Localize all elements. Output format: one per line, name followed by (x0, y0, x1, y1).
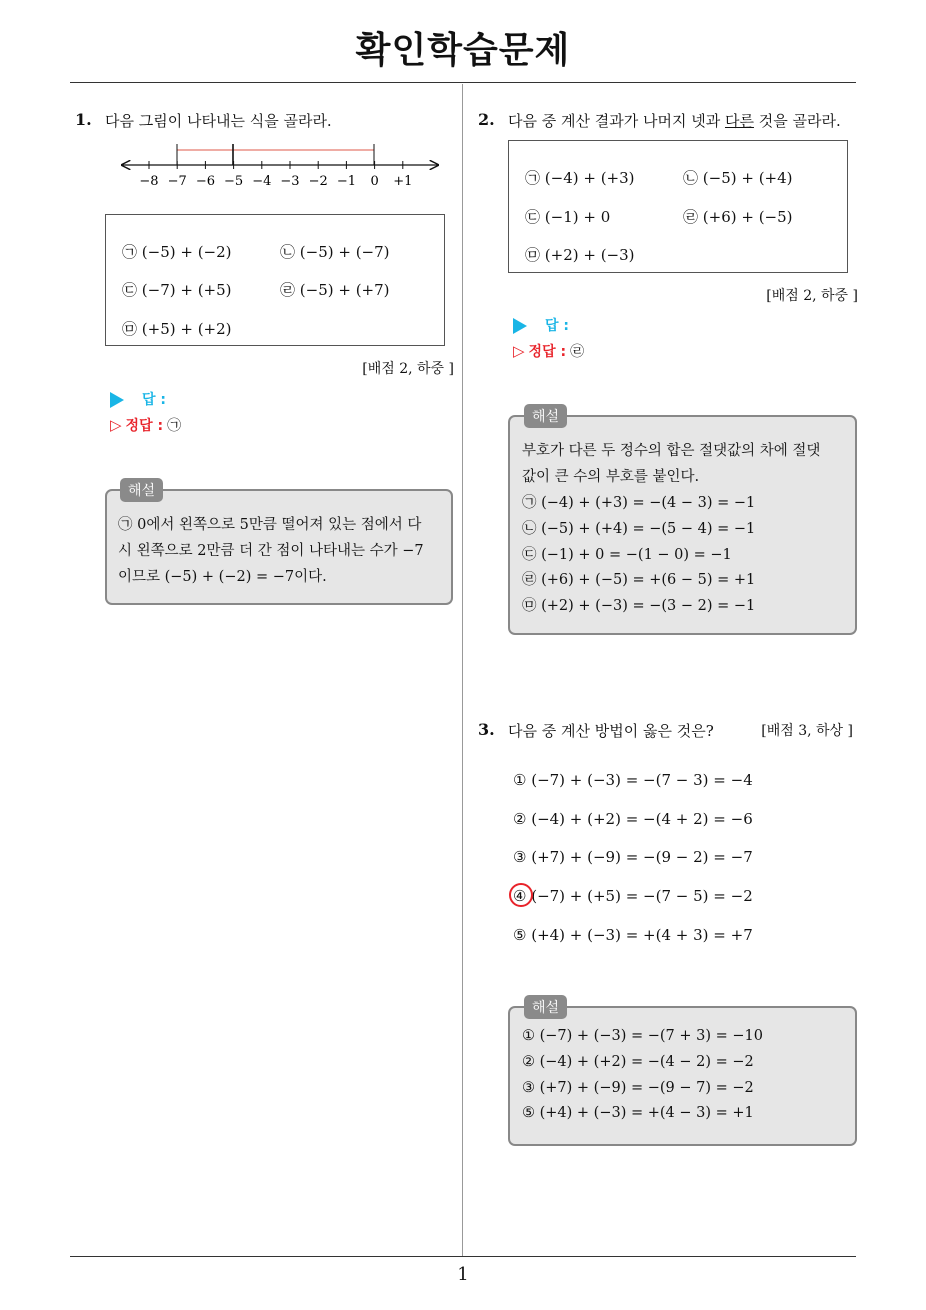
q2-option-b[interactable]: ㉡ (−5) + (+4) (683, 169, 793, 187)
q3-choice-3[interactable]: ③ (+7) + (−9) = −(9 − 2) = −7 (513, 848, 753, 866)
q3-solution-line: ⑤ (+4) + (−3) = +(4 − 3) = +1 (522, 1105, 754, 1121)
number-line-tick-label: −1 (336, 174, 356, 189)
q1-solution-line: ㉠ 0에서 왼쪽으로 5만큼 떨어져 있는 점에서 다 (118, 517, 422, 533)
q3-choice-4[interactable]: ④ (−7) + (+5) = −(7 − 5) = −2 (513, 887, 753, 905)
q1-option-a[interactable]: ㉠ (−5) + (−2) (122, 243, 232, 261)
q2-number: 2. (478, 110, 495, 129)
top-rule (70, 82, 856, 83)
q1-option-b[interactable]: ㉡ (−5) + (−7) (280, 243, 390, 261)
q2-options-box (508, 140, 848, 273)
q3-solution-line: ③ (+7) + (−9) = −(9 − 7) = −2 (522, 1080, 754, 1096)
answer-circle-mark (509, 883, 533, 907)
q2-solution-line: ㉣ (+6) + (−5) = +(6 − 5) = +1 (522, 572, 756, 588)
q3-text: 다음 중 계산 방법이 옳은 것은? (508, 722, 714, 740)
q1-option-d[interactable]: ㉣ (−5) + (+7) (280, 281, 390, 299)
number-line-tick-label: −3 (280, 174, 300, 189)
q2-solution-line: 부호가 다른 두 정수의 합은 절댓값의 차에 절댓 (522, 443, 821, 459)
page-number: 1 (457, 1264, 469, 1285)
q3-solution-line: ② (−4) + (+2) = −(4 − 2) = −2 (522, 1054, 754, 1070)
q1-correct-answer: ▷ 정답 : ㉠ (110, 416, 182, 434)
column-divider (462, 84, 463, 1256)
q2-correct-answer: ▷ 정답 : ㉣ (513, 342, 585, 360)
number-line-tick-label: −2 (308, 174, 328, 189)
number-line-tick-label: −7 (167, 174, 187, 189)
q3-choice-2[interactable]: ② (−4) + (+2) = −(4 + 2) = −6 (513, 810, 753, 828)
q1-score: [배점 2, 하중 ] (362, 361, 454, 377)
number-line-tick-label: −8 (139, 174, 159, 189)
q2-solution-line: 값이 큰 수의 부호를 붙인다. (522, 469, 700, 485)
q2-option-c[interactable]: ㉢ (−1) + 0 (525, 208, 611, 226)
triangle-outline-icon: ▷ (513, 342, 525, 360)
q1-answer-label[interactable]: 답 : (110, 389, 166, 409)
q2-text: 다음 중 계산 결과가 나머지 넷과 다른 것을 골라라. (508, 112, 841, 130)
q2-solution-box (508, 415, 857, 635)
q2-solution-line: ㉡ (−5) + (+4) = −(5 − 4) = −1 (522, 521, 756, 537)
number-line-tick-label: 0 (370, 174, 379, 189)
q2-option-d[interactable]: ㉣ (+6) + (−5) (683, 208, 793, 226)
q3-choice-5[interactable]: ⑤ (+4) + (−3) = +(4 + 3) = +7 (513, 926, 753, 944)
number-line-tick-label: −5 (224, 174, 244, 189)
number-line-tick-label: +1 (393, 174, 413, 189)
page-title: 확인학습문제 (355, 30, 571, 71)
q2-score: [배점 2, 하중 ] (766, 288, 858, 304)
q1-solution-line: 시 왼쪽으로 2만큼 더 간 점이 나타내는 수가 −7 (118, 543, 424, 559)
q3-solution-line: ① (−7) + (−3) = −(7 + 3) = −10 (522, 1028, 763, 1044)
q1-solution-box (105, 489, 453, 605)
q2-option-e[interactable]: ㉤ (+2) + (−3) (525, 246, 635, 264)
q1-number-line (118, 140, 448, 192)
q3-number: 3. (478, 720, 495, 739)
q2-answer-label[interactable]: 답 : (513, 315, 569, 335)
q1-options-box (105, 214, 445, 346)
q2-solution-tag: 해설 (524, 404, 567, 428)
q3-score: [배점 3, 하상 ] (761, 723, 853, 739)
q1-solution-line: 이므로 (−5) + (−2) = −7이다. (118, 569, 327, 585)
q3-choice-1[interactable]: ① (−7) + (−3) = −(7 − 3) = −4 (513, 771, 753, 789)
q2-option-a[interactable]: ㉠ (−4) + (+3) (525, 169, 635, 187)
triangle-outline-icon: ▷ (110, 416, 122, 434)
bottom-rule (70, 1256, 856, 1257)
number-line-tick-label: −6 (195, 174, 215, 189)
number-line-tick-label: −4 (252, 174, 272, 189)
q1-option-e[interactable]: ㉤ (+5) + (+2) (122, 320, 232, 338)
q1-number: 1. (75, 110, 92, 129)
q1-solution-tag: 해설 (120, 478, 163, 502)
q1-option-c[interactable]: ㉢ (−7) + (+5) (122, 281, 232, 299)
q2-solution-line: ㉤ (+2) + (−3) = −(3 − 2) = −1 (522, 598, 756, 614)
q3-solution-tag: 해설 (524, 995, 567, 1019)
q2-solution-line: ㉢ (−1) + 0 = −(1 − 0) = −1 (522, 547, 732, 563)
q1-text: 다음 그림이 나타내는 식을 골라라. (105, 112, 332, 130)
q2-solution-line: ㉠ (−4) + (+3) = −(4 − 3) = −1 (522, 495, 756, 511)
q3-solution-box (508, 1006, 857, 1146)
play-icon (110, 392, 124, 408)
play-icon (513, 318, 527, 334)
